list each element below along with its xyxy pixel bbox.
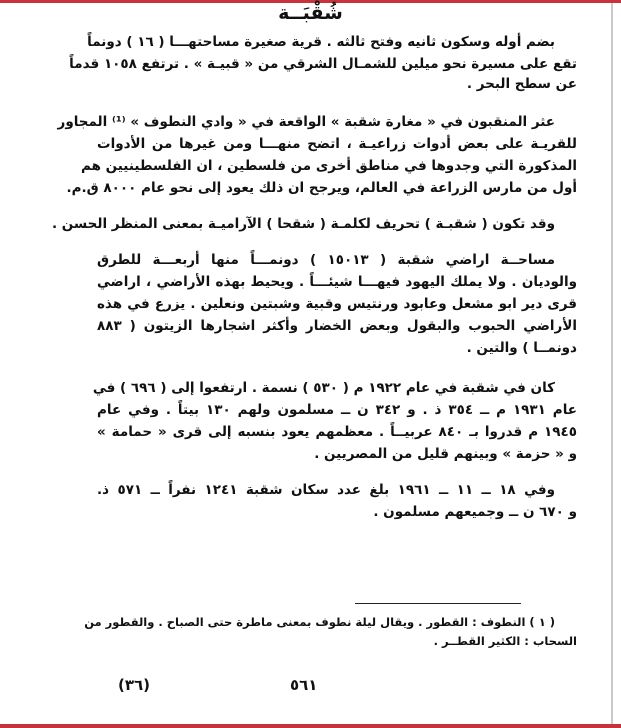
footnote-line: السحاب : الكثير القطــر .	[433, 634, 577, 648]
text-line: عثر المنقبون في « مغارة شقبة » الواقعة في « وادي النطوف » ⁽¹⁾ المجاور	[57, 114, 555, 130]
text-line: و ٦٧٠ ن ــ وجميعهم مسلمون .	[373, 504, 577, 520]
page-edge-line	[611, 3, 613, 724]
window-bottom-border	[0, 724, 621, 728]
text-line: المذكورة التي وجدوها في مناطق أخرى من فلسطين ، ان الفلسطينيين هم	[81, 158, 577, 174]
text-line: و « حزمة » وبينهم قليل من المصريين .	[314, 446, 577, 462]
text-line: الأراضي الحبوب والبقول وبعض الخضار وأكثر اشجارها الزيتون ( ٨٨٣	[97, 318, 577, 334]
text-line: بضم أوله وسكون ثانيه وفتح ثالثه . قرية صغيرة مساحتهـــا ( ١٦ ) دونماً	[87, 34, 555, 50]
footnote-line: ( ١ ) النطوف : القطور . ويقال ليلة نطوف بمعنى ماطرة حتى الصباح . والقطور من	[84, 615, 555, 629]
section-number: (٣٦)	[118, 676, 151, 694]
text-line: وقد تكون ( شقبـة ) تحريف لكلمـة ( شقحا ) الآراميـة بمعنى المنظر الحسن .	[51, 216, 555, 232]
text-line: أول من مارس الزراعة في العالم، ويرجح ان ذلك يعود إلى نحو عام ٨٠٠٠ ق.م.	[66, 180, 577, 196]
text-line: دونمــا ) والتين .	[466, 340, 577, 356]
text-line: ١٩٤٥ م قدروا بـ ٨٤٠ عربيــاً . معظمهم يعود بنسبه إلى قرى « حمامة »	[97, 424, 577, 440]
page-title: شُقْبَــة	[278, 2, 343, 24]
text-line: قرى دير ابو مشعل وعابود ورنتيس وقبية وشبتين ونعلين . يزرع في هذه	[97, 296, 577, 312]
text-line: والوديان . ولا يملك اليهود فيهـــا شيئـــاً . ويحيط بهذه الأراضي ، اراضي	[97, 274, 577, 290]
page-number: ٥٦١	[290, 676, 318, 694]
text-line: عن سطح البحر .	[466, 76, 577, 92]
text-line: عام ١٩٣١ م ــ ٣٥٤ ذ . و ٣٤٢ ن ــ مسلمون ولهم ١٣٠ بيتاً . وفي عام	[97, 402, 577, 418]
footnote-divider	[355, 603, 521, 604]
text-line: مساحــة اراضي شقبة ( ١٥٠١٣ ) دونمـــاً منها أربعـــة للطرق	[97, 252, 555, 268]
text-line: للقريـة على بعض أدوات زراعيـة ، اتضح منهـــا ومن غيرها من الأدوات	[97, 136, 577, 152]
text-line: كان في شقبة في عام ١٩٢٢ م ( ٥٣٠ ) نسمة . ارتفعوا إلى ( ٦٩٦ ) في	[92, 380, 555, 396]
text-line: تقع على مسيرة نحو ميلين للشمـال الشرقي من « قبيـة » . ترتفع ١٠٥٨ قدماً	[69, 56, 577, 72]
text-line: وفي ١٨ ــ ١١ ــ ١٩٦١ بلغ عدد سكان شقبة ١٢٤١ نفراً ــ ٥٧١ ذ.	[97, 482, 555, 498]
